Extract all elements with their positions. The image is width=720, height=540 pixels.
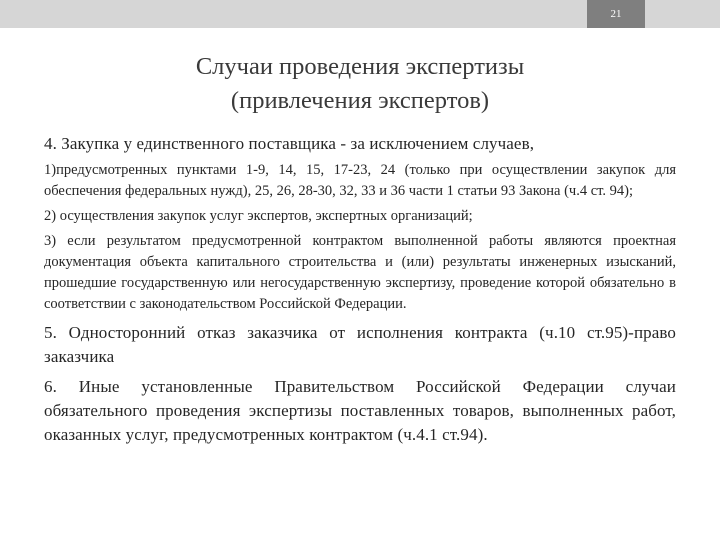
item-4-text: 4. Закупка у единственного поставщика - за исключением случаев,	[44, 134, 535, 153]
item-5-text: 5. Односторонний отказ заказчика от исполнения контракта (ч.10 ст.95)-право заказчика	[44, 323, 676, 366]
item-6-text: 6. Иные установленные Правительством Российской Федерации случаи обязательного проведения экспертизы поставленных товаров, выполненных работ, оказанных услуг, предусмотренных контрактом (ч.4.1 ст.94).	[44, 377, 676, 444]
slide-title-line-2: (привлечения экспертов)	[230, 87, 490, 114]
subitem-3-text: 3) если результатом предусмотренной контрактом выполненной работы являются проектная документация объекта капитального строительства и (или) результаты инженерных изысканий, прошедшие государственную или негосударственную экспертизу, проведение которой обязательно в соответствии с законодательством Российской Федерации.	[44, 233, 676, 312]
slide-body	[44, 132, 676, 447]
subitem-1-text: 1)предусмотренных пунктами 1-9, 14, 15, 17-23, 24 (только при осуществлении закупок для обеспечения федеральных нужд), 25, 26, 28-30, 32, 33 и 36 части 1 статьи 93 Закона (ч.4 ст. 94);	[44, 162, 676, 199]
page-number: 21	[587, 0, 645, 28]
header-bar	[0, 0, 720, 28]
subitem-2-text: 2) осуществления закупок услуг экспертов, экспертных организаций;	[44, 208, 473, 224]
slide-title-line-1: Случаи проведения экспертизы	[195, 53, 525, 80]
slide-title	[40, 50, 680, 118]
